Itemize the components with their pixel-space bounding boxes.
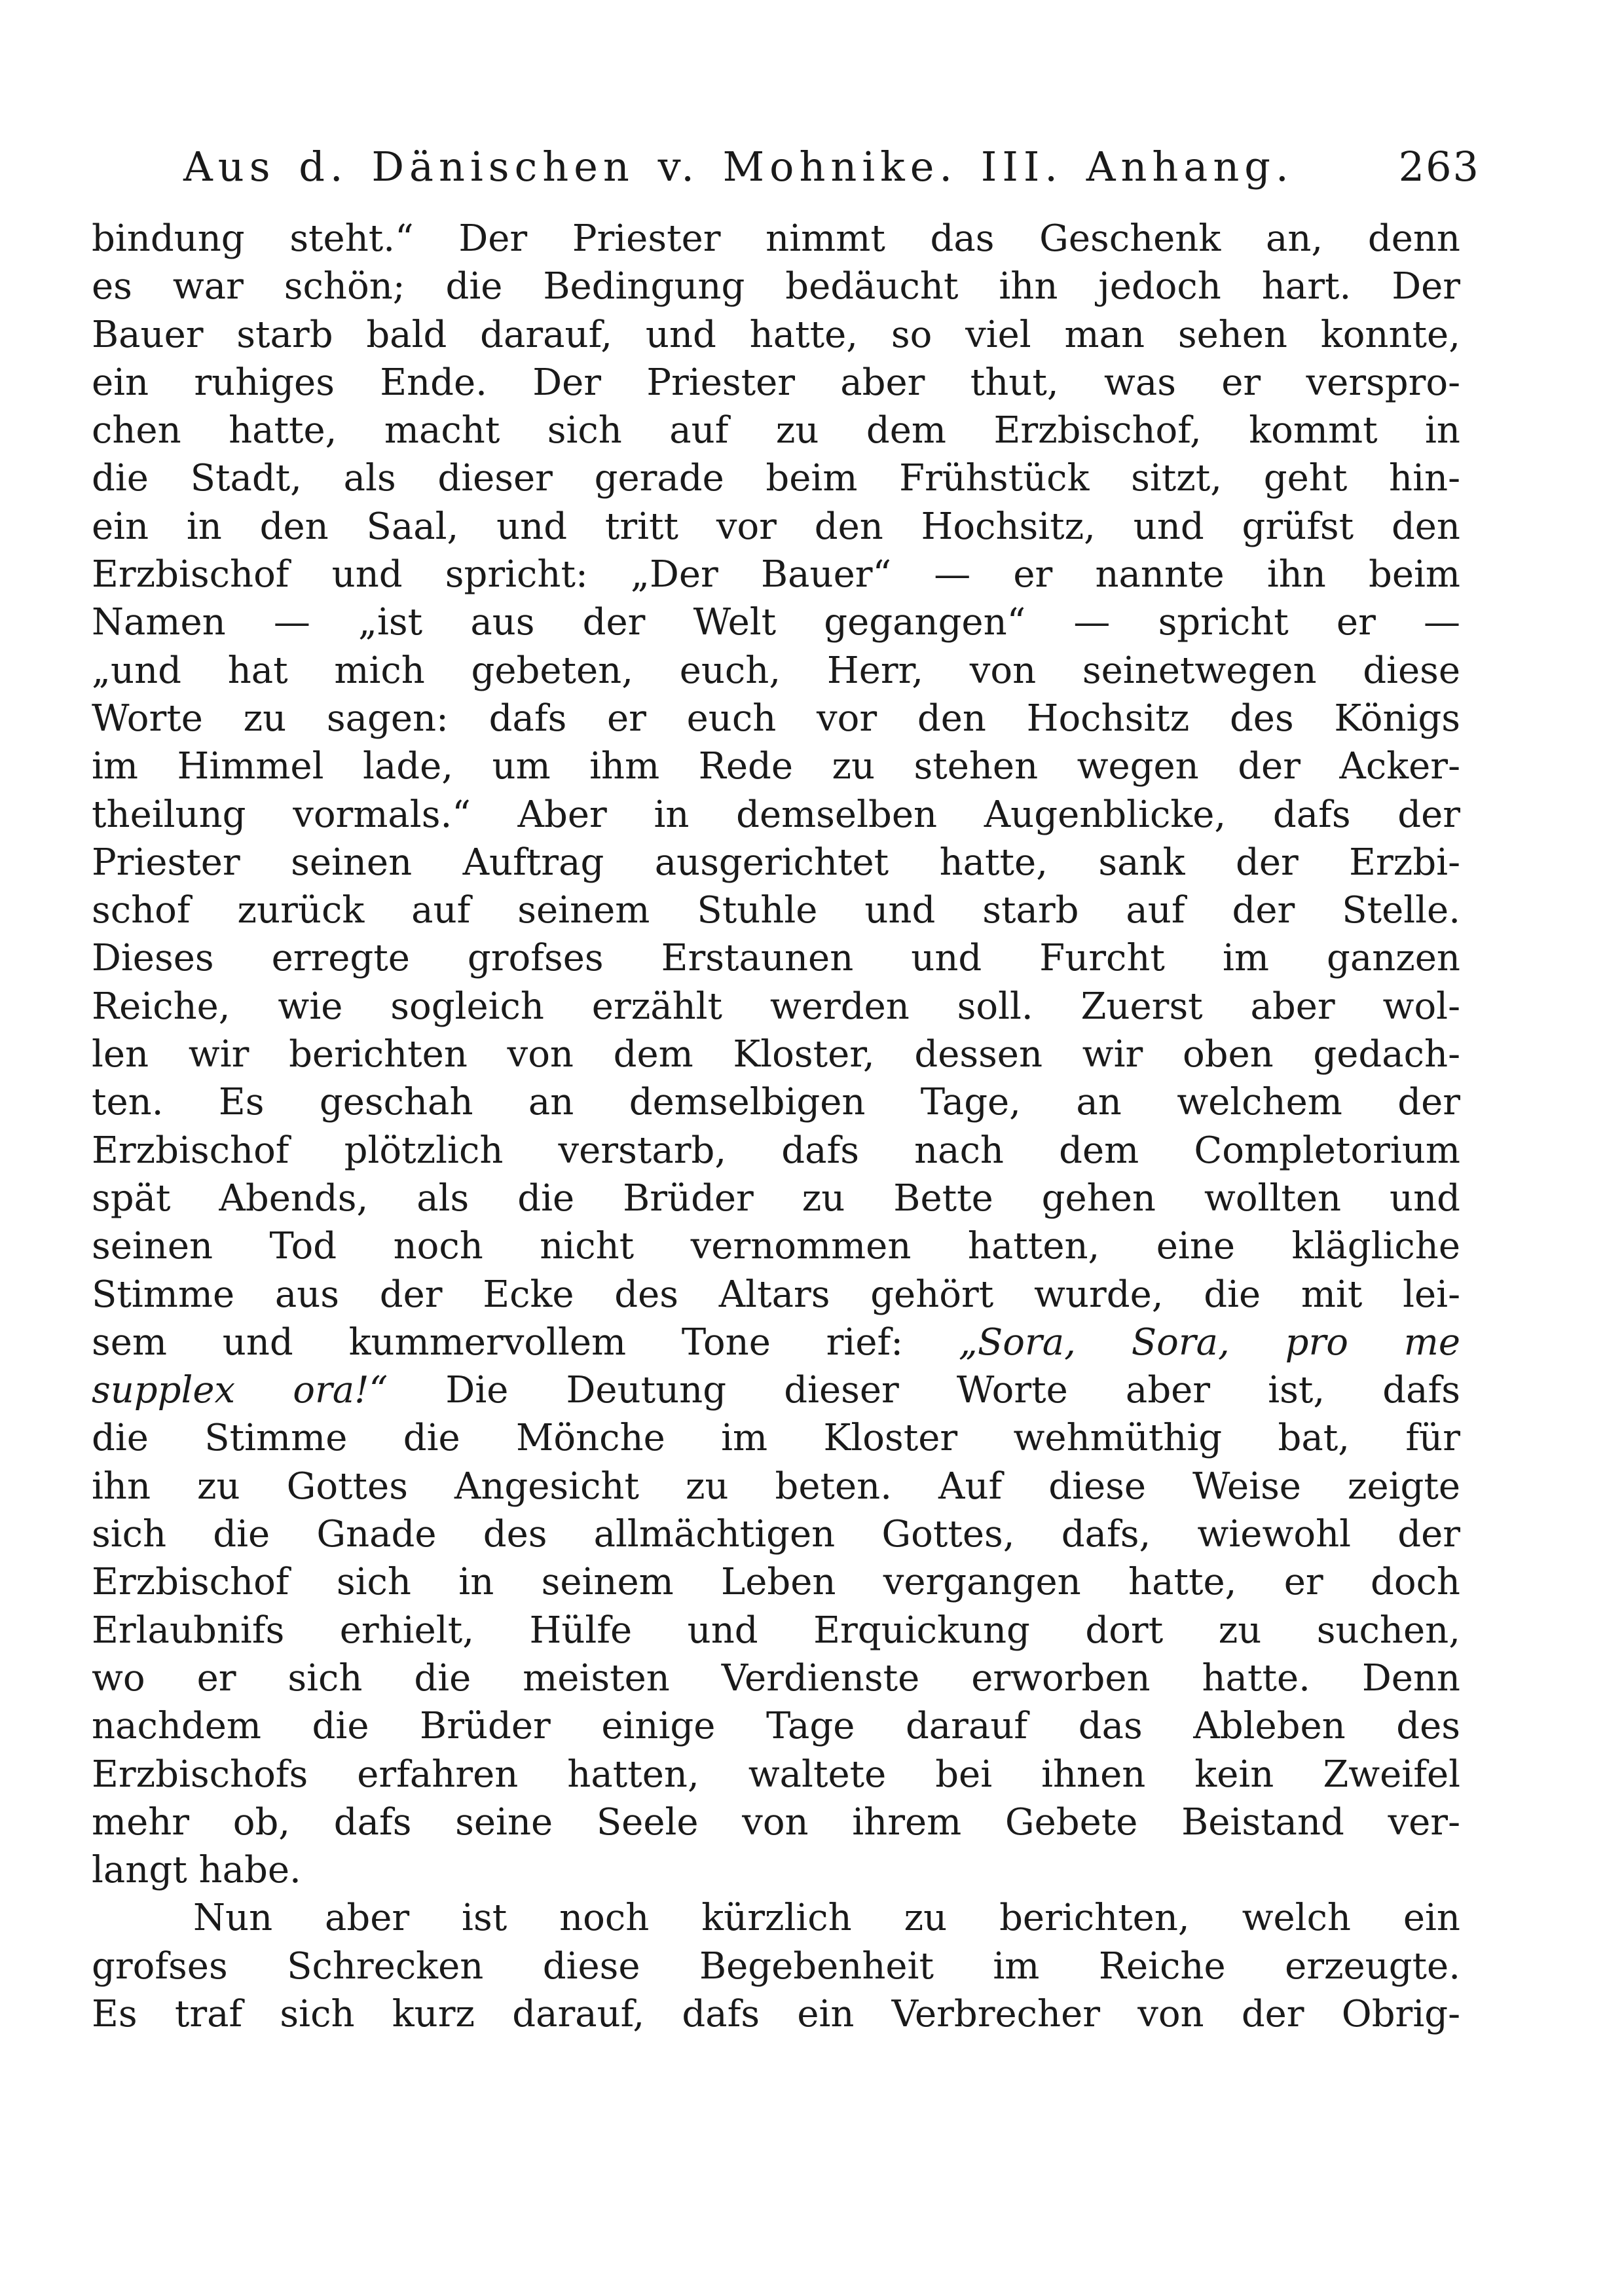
text-line: die Stimme die Mönche im Kloster wehmüthig bat, für xyxy=(92,1417,1460,1460)
text-line: Bauer starb bald darauf, und hatte, so viel man sehen konnte, xyxy=(92,313,1460,356)
text-line: Erzbischofs erfahren hatten, waltete bei ihnen kein Zweifel xyxy=(92,1753,1460,1796)
page-header xyxy=(183,143,1480,191)
text-line: theilung vormals.“ Aber in demselben Augenblicke, dafs der xyxy=(92,793,1460,836)
text-line: Reiche, wie sogleich erzählt werden soll. Zuerst aber wol- xyxy=(92,985,1460,1028)
text-line: Erzbischof sich in seinem Leben vergangen hatte, er doch xyxy=(92,1561,1460,1604)
text-line: es war schön; die Bedingung bedäucht ihn jedoch hart. Der xyxy=(92,265,1460,308)
text-line: Erlaubnifs erhielt, Hülfe und Erquickung dort zu suchen, xyxy=(92,1609,1460,1652)
running-title: Aus d. Dänischen v. Mohnike. III. Anhang. xyxy=(183,143,1294,191)
paragraph-start-line: Nun aber ist noch kürzlich zu berichten, welch ein xyxy=(193,1897,1460,1940)
text-line: Erzbischof und spricht: „Der Bauer“ — er nannte ihn beim xyxy=(92,553,1460,596)
text-line: Dieses erregte grofses Erstaunen und Furcht im ganzen xyxy=(92,937,1460,980)
text-line: bindung steht.“ Der Priester nimmt das Geschenk an, denn xyxy=(92,217,1460,260)
text-line: wo er sich die meisten Verdienste erworben hatte. Denn xyxy=(92,1656,1460,1700)
text-line: seinen Tod noch nicht vernommen hatten, eine klägliche xyxy=(92,1225,1460,1268)
text-line: grofses Schrecken diese Begebenheit im Reiche erzeugte. xyxy=(92,1944,1460,1988)
text-line: nachdem die Brüder einige Tage darauf das Ableben des xyxy=(92,1705,1460,1748)
text-line: len wir berichten von dem Kloster, dessen wir oben gedach- xyxy=(92,1033,1460,1076)
text-line-with-quote xyxy=(92,1366,1460,1414)
text-line: Worte zu sagen: dafs er euch vor den Hochsitz des Königs xyxy=(92,697,1460,740)
text-line: Priester seinen Auftrag ausgerichtet hatte, sank der Erzbi- xyxy=(92,841,1460,884)
page-number: 263 xyxy=(1398,143,1480,191)
text-line: die Stadt, als dieser gerade beim Frühstück sitzt, geht hin- xyxy=(92,457,1460,500)
text-line: Es traf sich kurz darauf, dafs ein Verbrecher von der Obrig- xyxy=(92,1992,1460,2035)
text-line: „und hat mich gebeten, euch, Herr, von seinetwegen diese xyxy=(92,649,1460,692)
text-line: mehr ob, dafs seine Seele von ihrem Gebete Beistand ver- xyxy=(92,1800,1460,1844)
text-line: ten. Es geschah an demselbigen Tage, an welchem der xyxy=(92,1081,1460,1124)
text-line: ein in den Saal, und tritt vor den Hochsitz, und grüfst den xyxy=(92,505,1460,548)
text-line-with-quote xyxy=(92,1319,1460,1366)
latin-quote: supplex ora!“ xyxy=(92,1369,388,1412)
text-line: im Himmel lade, um ihm Rede zu stehen wegen der Acker- xyxy=(92,745,1460,788)
text-line: sich die Gnade des allmächtigen Gottes, dafs, wiewohl der xyxy=(92,1513,1460,1556)
body-text xyxy=(92,215,1460,2038)
latin-quote: „Sora, Sora, pro me xyxy=(958,1321,1460,1364)
text-line: Stimme aus der Ecke des Altars gehört wurde, die mit lei- xyxy=(92,1273,1460,1316)
text-line: ein ruhiges Ende. Der Priester aber thut, was er verspro- xyxy=(92,361,1460,404)
text-segment: Die Deutung dieser Worte aber ist, dafs xyxy=(445,1369,1460,1412)
text-line: spät Abends, als die Brüder zu Bette gehen wollten und xyxy=(92,1176,1460,1220)
text-line: schof zurück auf seinem Stuhle und starb auf der Stelle. xyxy=(92,889,1460,932)
text-line: ihn zu Gottes Angesicht zu beten. Auf diese Weise zeigte xyxy=(92,1465,1460,1508)
text-line: Erzbischof plötzlich verstarb, dafs nach dem Completorium xyxy=(92,1129,1460,1172)
paragraph-end-line: langt habe. xyxy=(92,1849,301,1892)
text-line: Namen — „ist aus der Welt gegangen“ — spricht er — xyxy=(92,601,1460,644)
text-segment: sem und kummervollem Tone rief: xyxy=(92,1321,904,1364)
text-line: chen hatte, macht sich auf zu dem Erzbischof, kommt in xyxy=(92,409,1460,452)
